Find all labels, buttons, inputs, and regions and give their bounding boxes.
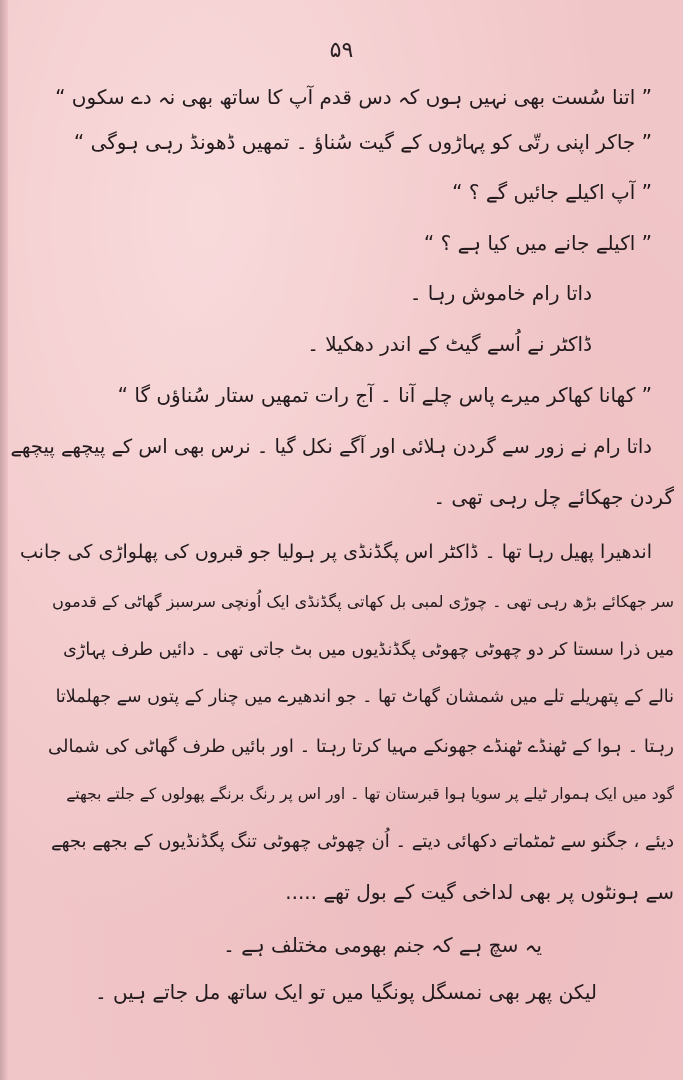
text-line: ” اتنا سُست بھی نہیں ہوں کہ دس قدم آپ کا ساتھ بھی نہ دے سکوں “ (55, 85, 652, 109)
text-line: داتا رام خاموش رہا ۔ (409, 281, 592, 305)
text-line: ” اکیلے جانے میں کیا ہے ؟ “ (423, 231, 652, 255)
text-line: ” کھانا کھاکر میرے پاس چلے آنا ۔ آج رات تمھیں ستار سُناؤں گا “ (117, 383, 652, 407)
text-line: گود میں ایک ہموار ٹیلے پر سویا ہوا قبرستان تھا ۔ اور اس پر رنگ برنگے پھولوں کے جلتے بجھتے (66, 785, 674, 803)
page-number: ۵۹ (329, 38, 354, 63)
text-line: گردن جھکائے چل رہی تھی ۔ (433, 485, 674, 509)
text-line: دیئے ، جگنو سے ٹمٹماتے دکھائی دیتے ۔ اُن چھوٹی چھوٹی تنگ پگڈنڈیوں کے بجھے بجھے (51, 831, 674, 852)
text-line: ڈاکٹر نے اُسے گیٹ کے اندر دھکیلا ۔ (307, 332, 592, 356)
page-binding-edge (0, 0, 8, 1080)
text-line: اندھیرا پھیل رہا تھا ۔ ڈاکٹر اس پگڈنڈی پر ہولیا جو قبروں کی پھلواڑی کی جانب (20, 541, 652, 563)
text-line: لیکن پھر بھی نمسگل پونگیا میں تو ایک ساتھ مل جاتے ہیں ۔ (94, 980, 597, 1004)
text-line: سے ہونٹوں پر بھی لداخی گیت کے بول تھے ..... (285, 880, 674, 904)
text-line: داتا رام نے زور سے گردن ہلائی اور آگے نکل گیا ۔ نرس بھی اس کے پیچھے پیچھے (10, 435, 652, 458)
text-line: یہ سچ ہے کہ جنم بھومی مختلف ہے ۔ (223, 933, 542, 957)
text-line: رہتا ۔ ہوا کے ٹھنڈے ٹھنڈے جھونکے مہیا کرتا رہتا ۔ اور بائیں طرف گھاٹی کی شمالی (47, 736, 674, 757)
text-line: ” آپ اکیلے جائیں گے ؟ “ (452, 180, 652, 204)
text-line: نالے کے پتھریلے تلے میں شمشان گھاٹ تھا ۔ جو اندھیرے میں چنار کے پتوں سے جھلملاتا (55, 687, 674, 707)
text-line: سر جھکائے بڑھ رہی تھی ۔ چوڑی لمبی بل کھاتی پگڈنڈی ایک اُونچی سرسبز گھاٹی کے قدموں (52, 592, 674, 611)
text-line: میں ذرا سستا کر دو چھوٹی چھوٹی پگڈنڈیوں میں بٹ جاتی تھی ۔ دائیں طرف پہاڑی (63, 640, 674, 660)
text-line: ” جاکر اپنی رتّی کو پہاڑوں کے گیت سُناؤ ۔ تمھیں ڈھونڈ رہی ہوگی “ (73, 130, 652, 154)
